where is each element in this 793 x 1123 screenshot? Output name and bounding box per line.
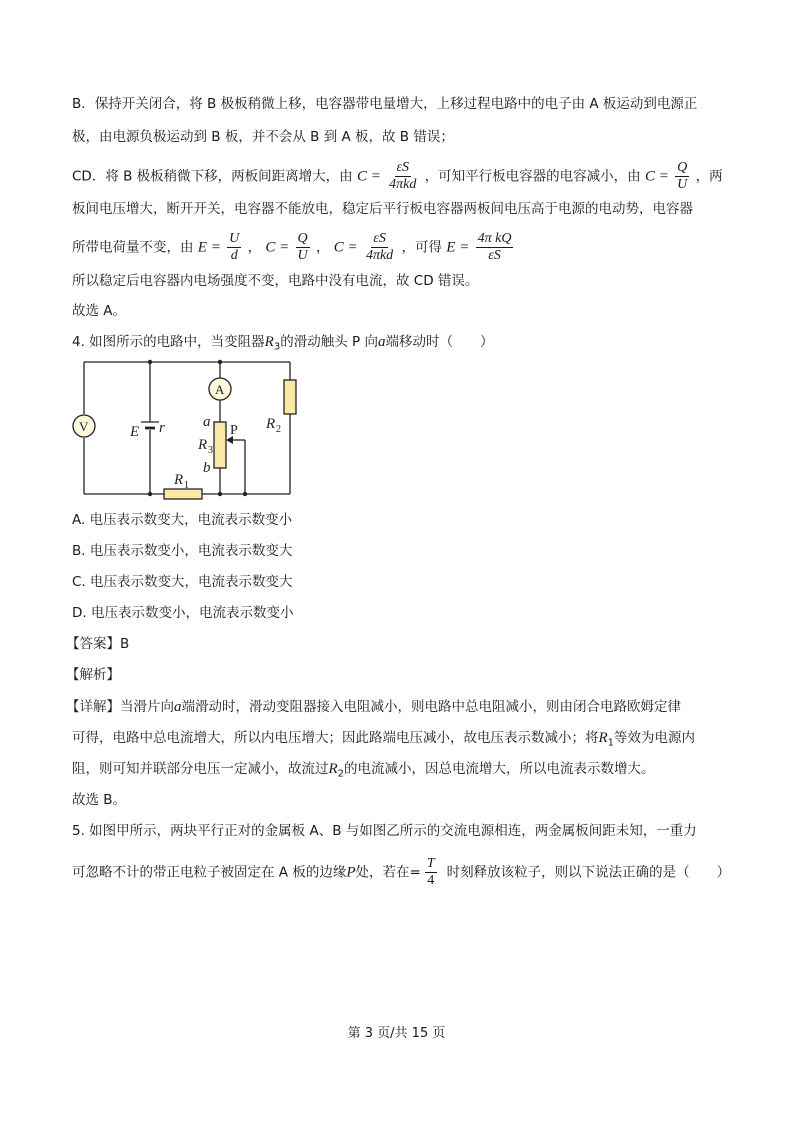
denominator: U (677, 177, 688, 192)
denominator: 4πkd (389, 177, 417, 192)
formula-c: C = (333, 239, 358, 256)
page-footer: 第 3 页/共 15 页 (347, 1026, 446, 1041)
q5-text: 时刻释放该粒子，则以下说法正确的是（ ） (446, 864, 731, 881)
denominator: U (297, 248, 308, 263)
para-cd-line2: 板间电压增大，断开开关，电容器不能放电，稳定后平行板电容器两板间电压高于电源的电动势，电容器 (72, 201, 693, 217)
fraction (387, 160, 418, 193)
choice-b: 故选 B。 (72, 792, 127, 808)
numerator: εS (396, 160, 410, 175)
q5-line2 (72, 856, 730, 889)
formula-e: E = (446, 239, 470, 256)
numerator: 4π kQ (477, 231, 512, 246)
r1-label: R (174, 472, 184, 488)
para-b-line2: 极，由电源负极运动到 B 板，并不会从 B 到 A 板，故 B 错误； (72, 129, 454, 145)
numerator: T (426, 856, 435, 871)
r3-symbol: R (264, 334, 274, 350)
node-a-label: a (203, 414, 211, 430)
answer-label: 【答案】B (66, 636, 130, 652)
option-a: A. 电压表示数变大，电流表示数变小 (72, 512, 293, 528)
r1-subscript: 1 (607, 737, 615, 749)
resistor-r2 (284, 380, 296, 414)
a-variable: a (174, 699, 182, 715)
fraction (476, 231, 514, 264)
r2-label-subscript: 2 (276, 424, 281, 435)
choice-a: 故选 A。 (72, 303, 127, 319)
fraction (296, 231, 310, 264)
junction-dot (148, 360, 152, 364)
numerator: U (229, 231, 240, 246)
r2-symbol: R (328, 761, 338, 777)
para-cd-text: ，两 (695, 168, 723, 185)
fraction (227, 231, 241, 264)
p-variable: P (346, 864, 356, 881)
formula-c: C = (265, 239, 290, 256)
voltmeter-label: V (79, 419, 89, 434)
analysis-label: 【解析】 (66, 667, 120, 683)
fraction (675, 160, 689, 193)
para-cd-text: ，可知平行板电容器的电容减小，由 (424, 168, 641, 185)
r2-subscript: 2 (337, 768, 345, 780)
numerator: εS (373, 231, 386, 246)
para-cd-line3 (72, 231, 515, 264)
q5-text: 可忽略不计的带正电粒子被固定在 A 板的边缘 (72, 864, 347, 881)
node-b-label: b (203, 460, 211, 476)
detail-text: 阻，则可知并联部分电压一定减小，故流过 (72, 761, 329, 777)
denominator: 4 (427, 873, 435, 888)
rheostat-r3 (214, 422, 226, 468)
formula-c: C = (644, 168, 669, 185)
para-b-line1: B．保持开关闭合，将 B 极板稍微上移，电容器带电量增大，上移过程电路中的电子由 A 板运动到电源正 (72, 96, 698, 112)
r3-subscript: 3 (273, 341, 281, 353)
a-variable: a (377, 334, 386, 350)
numerator: Q (297, 231, 308, 246)
fraction (364, 231, 395, 264)
detail-line1 (66, 697, 681, 717)
junction-dot (218, 492, 222, 496)
para-cd-line4: 所以稳定后电容器内电场强度不变，电路中没有电流，故 CD 错误。 (72, 273, 479, 289)
para-cd-line1 (72, 160, 723, 193)
resistor-r1 (164, 489, 202, 499)
detail-text: 端滑动时，滑动变阻器接入电阻减小，则电路中总电阻减小，则由闭合电路欧姆定律 (181, 699, 681, 715)
numerator: Q (677, 160, 688, 175)
para-cd-text: CD．将 B 极板稍微下移，两板间距离增大，由 (72, 168, 353, 185)
junction-dot (218, 360, 222, 364)
q4-stem-text: 的滑动触头 P 向 (280, 334, 378, 350)
r3-label-subscript: 3 (208, 445, 213, 456)
detail-text: 的电流减小，因总电流增大，所以电流表示数增大。 (344, 761, 655, 777)
para-cd-text: ， (247, 239, 262, 256)
q5-line1: 5. 如图甲所示，两块平行正对的金属板 A、B 与如图乙所示的交流电源相连，两金属板间距未知，一重力 (72, 823, 697, 839)
junction-dot (148, 492, 152, 496)
r1-label-subscript: 1 (184, 480, 189, 491)
denominator: εS (488, 248, 501, 263)
r2-label: R (266, 416, 276, 432)
fraction (425, 856, 437, 889)
formula-e: E = (197, 239, 221, 256)
q4-stem (72, 332, 493, 358)
para-cd-text: ， (315, 239, 330, 256)
option-b: B. 电压表示数变小，电流表示数变大 (72, 543, 293, 559)
q4-stem-text: 端移动时（ ） (385, 334, 494, 350)
option-c: C. 电压表示数变大，电流表示数变大 (72, 574, 293, 590)
detail-text: 【详解】当滑片向 (66, 699, 174, 715)
circuit-diagram (70, 356, 310, 504)
internal-r-label: r (159, 420, 165, 436)
detail-text: 等效为电源内 (614, 730, 696, 746)
detail-text: 可得，电路中总电流增大，所以内电压增大；因此路端电压减小，故电压表示数减小；将 (72, 730, 599, 746)
ammeter-label: A (215, 382, 225, 397)
q4-stem-text: 4. 如图所示的电路中，当变阻器 (72, 334, 265, 350)
denominator: 4πkd (365, 248, 394, 263)
denominator: d (230, 248, 238, 263)
detail-line3 (72, 759, 655, 785)
option-d: D. 电压表示数变小，电流表示数变小 (72, 605, 294, 621)
formula-c: C = (356, 168, 381, 185)
para-cd-text: ，可得 (401, 239, 442, 256)
emf-label: E (130, 424, 140, 440)
q5-text: 处，若在= (355, 864, 421, 881)
r1-symbol: R (598, 730, 608, 746)
detail-line2 (72, 728, 695, 754)
slider-p-label: P (230, 423, 238, 438)
junction-dot (243, 492, 247, 496)
r3-label: R (198, 437, 208, 453)
para-cd-text: 所带电荷量不变，由 (72, 239, 194, 256)
